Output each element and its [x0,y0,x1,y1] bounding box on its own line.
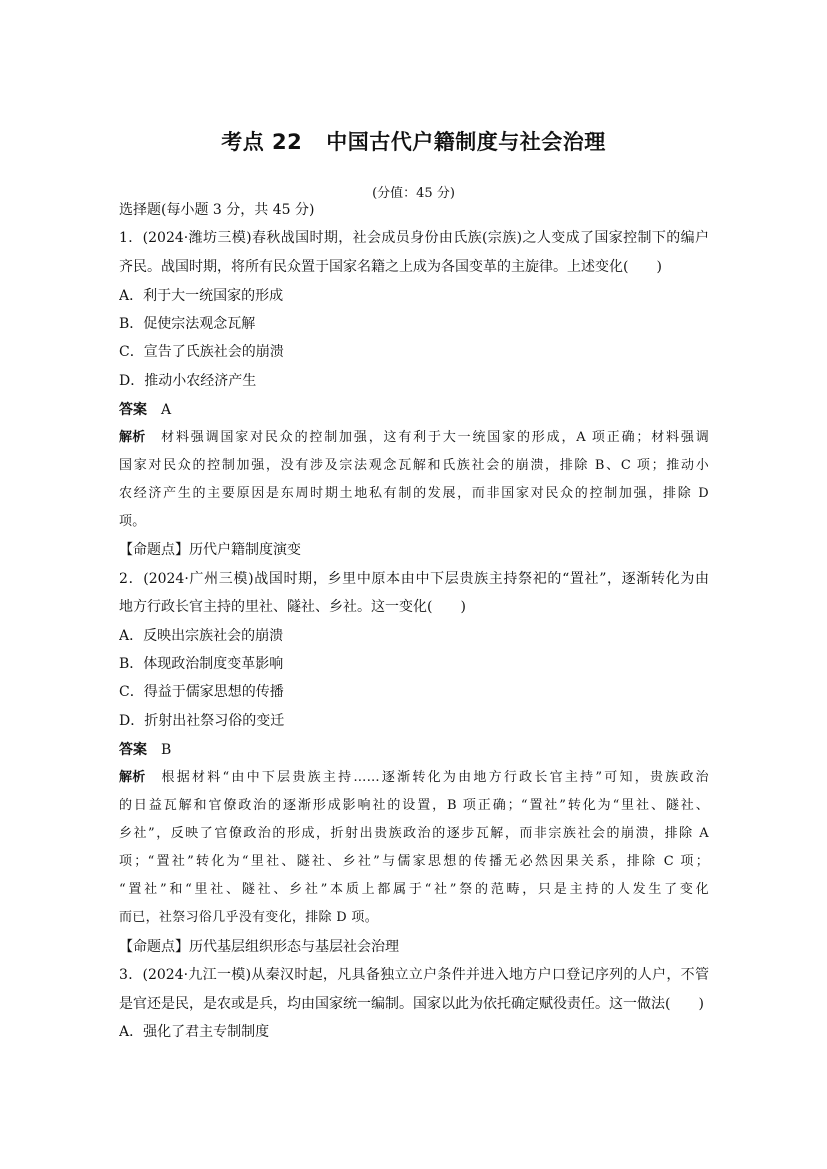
score-note: (分值：45 分) [372,186,455,201]
q1-option-a: A．利于大一统国家的形成 [119,288,284,304]
q1-answer-label: 答案 [119,402,147,418]
q1-answer-value: A [161,402,172,418]
q2-analysis-line-3: 乡社”，反映了官僚政治的形成，折射出贵族政治的逐步瓦解，而非宗族社会的崩溃，排除 A [119,826,709,841]
q1-analysis-line-1 [119,428,709,448]
q1-analysis-text-1: 材料强调国家对民众的控制加强，这有利于大一统国家的形成，A 项正确；材料强调 [159,430,709,445]
q1-stem-line-1: 1．(2024·潍坊三模)春秋战国时期，社会成员身份由氏族(宗族)之人变成了国家控制下的编户 [119,230,709,246]
q1-option-c: C．宣告了氏族社会的崩溃 [119,344,284,360]
q2-analysis-text-1: 根据材料“由中下层贵族主持……逐渐转化为由地方行政长官主持”可知，贵族政治 [159,770,709,785]
q2-option-c: C．得益于儒家思想的传播 [119,684,284,700]
q2-stem-line-2: 地方行政长官主持的里社、隧社、乡社。这一变化( ) [119,599,466,615]
q2-analysis-line-2: 的日益瓦解和官僚政治的逐渐形成影响社的设置，B 项正确；“置社”转化为“里社、隧社、 [119,798,709,813]
title-name: 中国古代户籍制度与社会治理 [326,130,606,154]
q1-stem-line-2: 齐民。战国时期，将所有民众置于国家名籍之上成为各国变革的主旋律。上述变化( ) [119,259,662,275]
q2-analysis-line-6: 而已，社祭习俗几乎没有变化，排除 D 项。 [119,910,378,925]
title-code: 考点 22 [221,130,303,154]
q1-point: 【命题点】历代户籍制度演变 [119,542,301,558]
q3-stem-line-1: 3．(2024·九江一模)从秦汉时起，凡具备独立立户条件并进入地方户口登记序列的人户，不管 [119,967,709,983]
q2-option-d: D．折射出社祭习俗的变迁 [119,713,285,729]
q2-point: 【命题点】历代基层组织形态与基层社会治理 [119,939,399,955]
q2-option-b: B．体现政治制度变革影响 [119,656,284,672]
section-heading: 选择题(每小题 3 分，共 45 分) [119,202,315,218]
q3-option-a: A．强化了君主专制制度 [119,1024,270,1040]
q1-analysis-line-4: 项。 [119,514,146,529]
q2-analysis-line-1 [119,768,709,788]
page-title [0,126,827,156]
q2-option-a: A．反映出宗族社会的崩溃 [119,628,284,644]
q1-option-b: B．促使宗法观念瓦解 [119,316,256,332]
q2-stem-line-1: 2．(2024·广州三模)战国时期，乡里中原本由中下层贵族主持祭祀的“置社”，逐渐转化为由 [119,571,709,587]
q1-analysis-line-2: 国家对民众的控制加强，没有涉及宗法观念瓦解和氏族社会的崩溃，排除 B、C 项；推动小 [119,458,709,473]
q2-answer [119,740,709,760]
q2-answer-label: 答案 [119,742,147,758]
q2-answer-value: B [161,742,172,758]
q2-analysis-line-5: “置社”和“里社、隧社、乡社”本质上都属于“社”祭的范畴，只是主持的人发生了变化 [119,882,709,897]
q2-analysis-line-4: 项；“置社”转化为“里社、隧社、乡社”与儒家思想的传播无必然因果关系，排除 C 项； [119,854,709,869]
q1-analysis-line-3: 农经济产生的主要原因是东周时期土地私有制的发展，而非国家对民众的控制加强，排除 D [119,486,709,501]
q1-analysis-label: 解析 [119,430,146,445]
q2-analysis-label: 解析 [119,770,146,785]
q3-stem-line-2: 是官还是民，是农或是兵，均由国家统一编制。国家以此为依托确定赋役责任。这一做法( ) [119,996,704,1012]
q1-answer [119,400,709,420]
q1-option-d: D．推动小农经济产生 [119,373,257,389]
